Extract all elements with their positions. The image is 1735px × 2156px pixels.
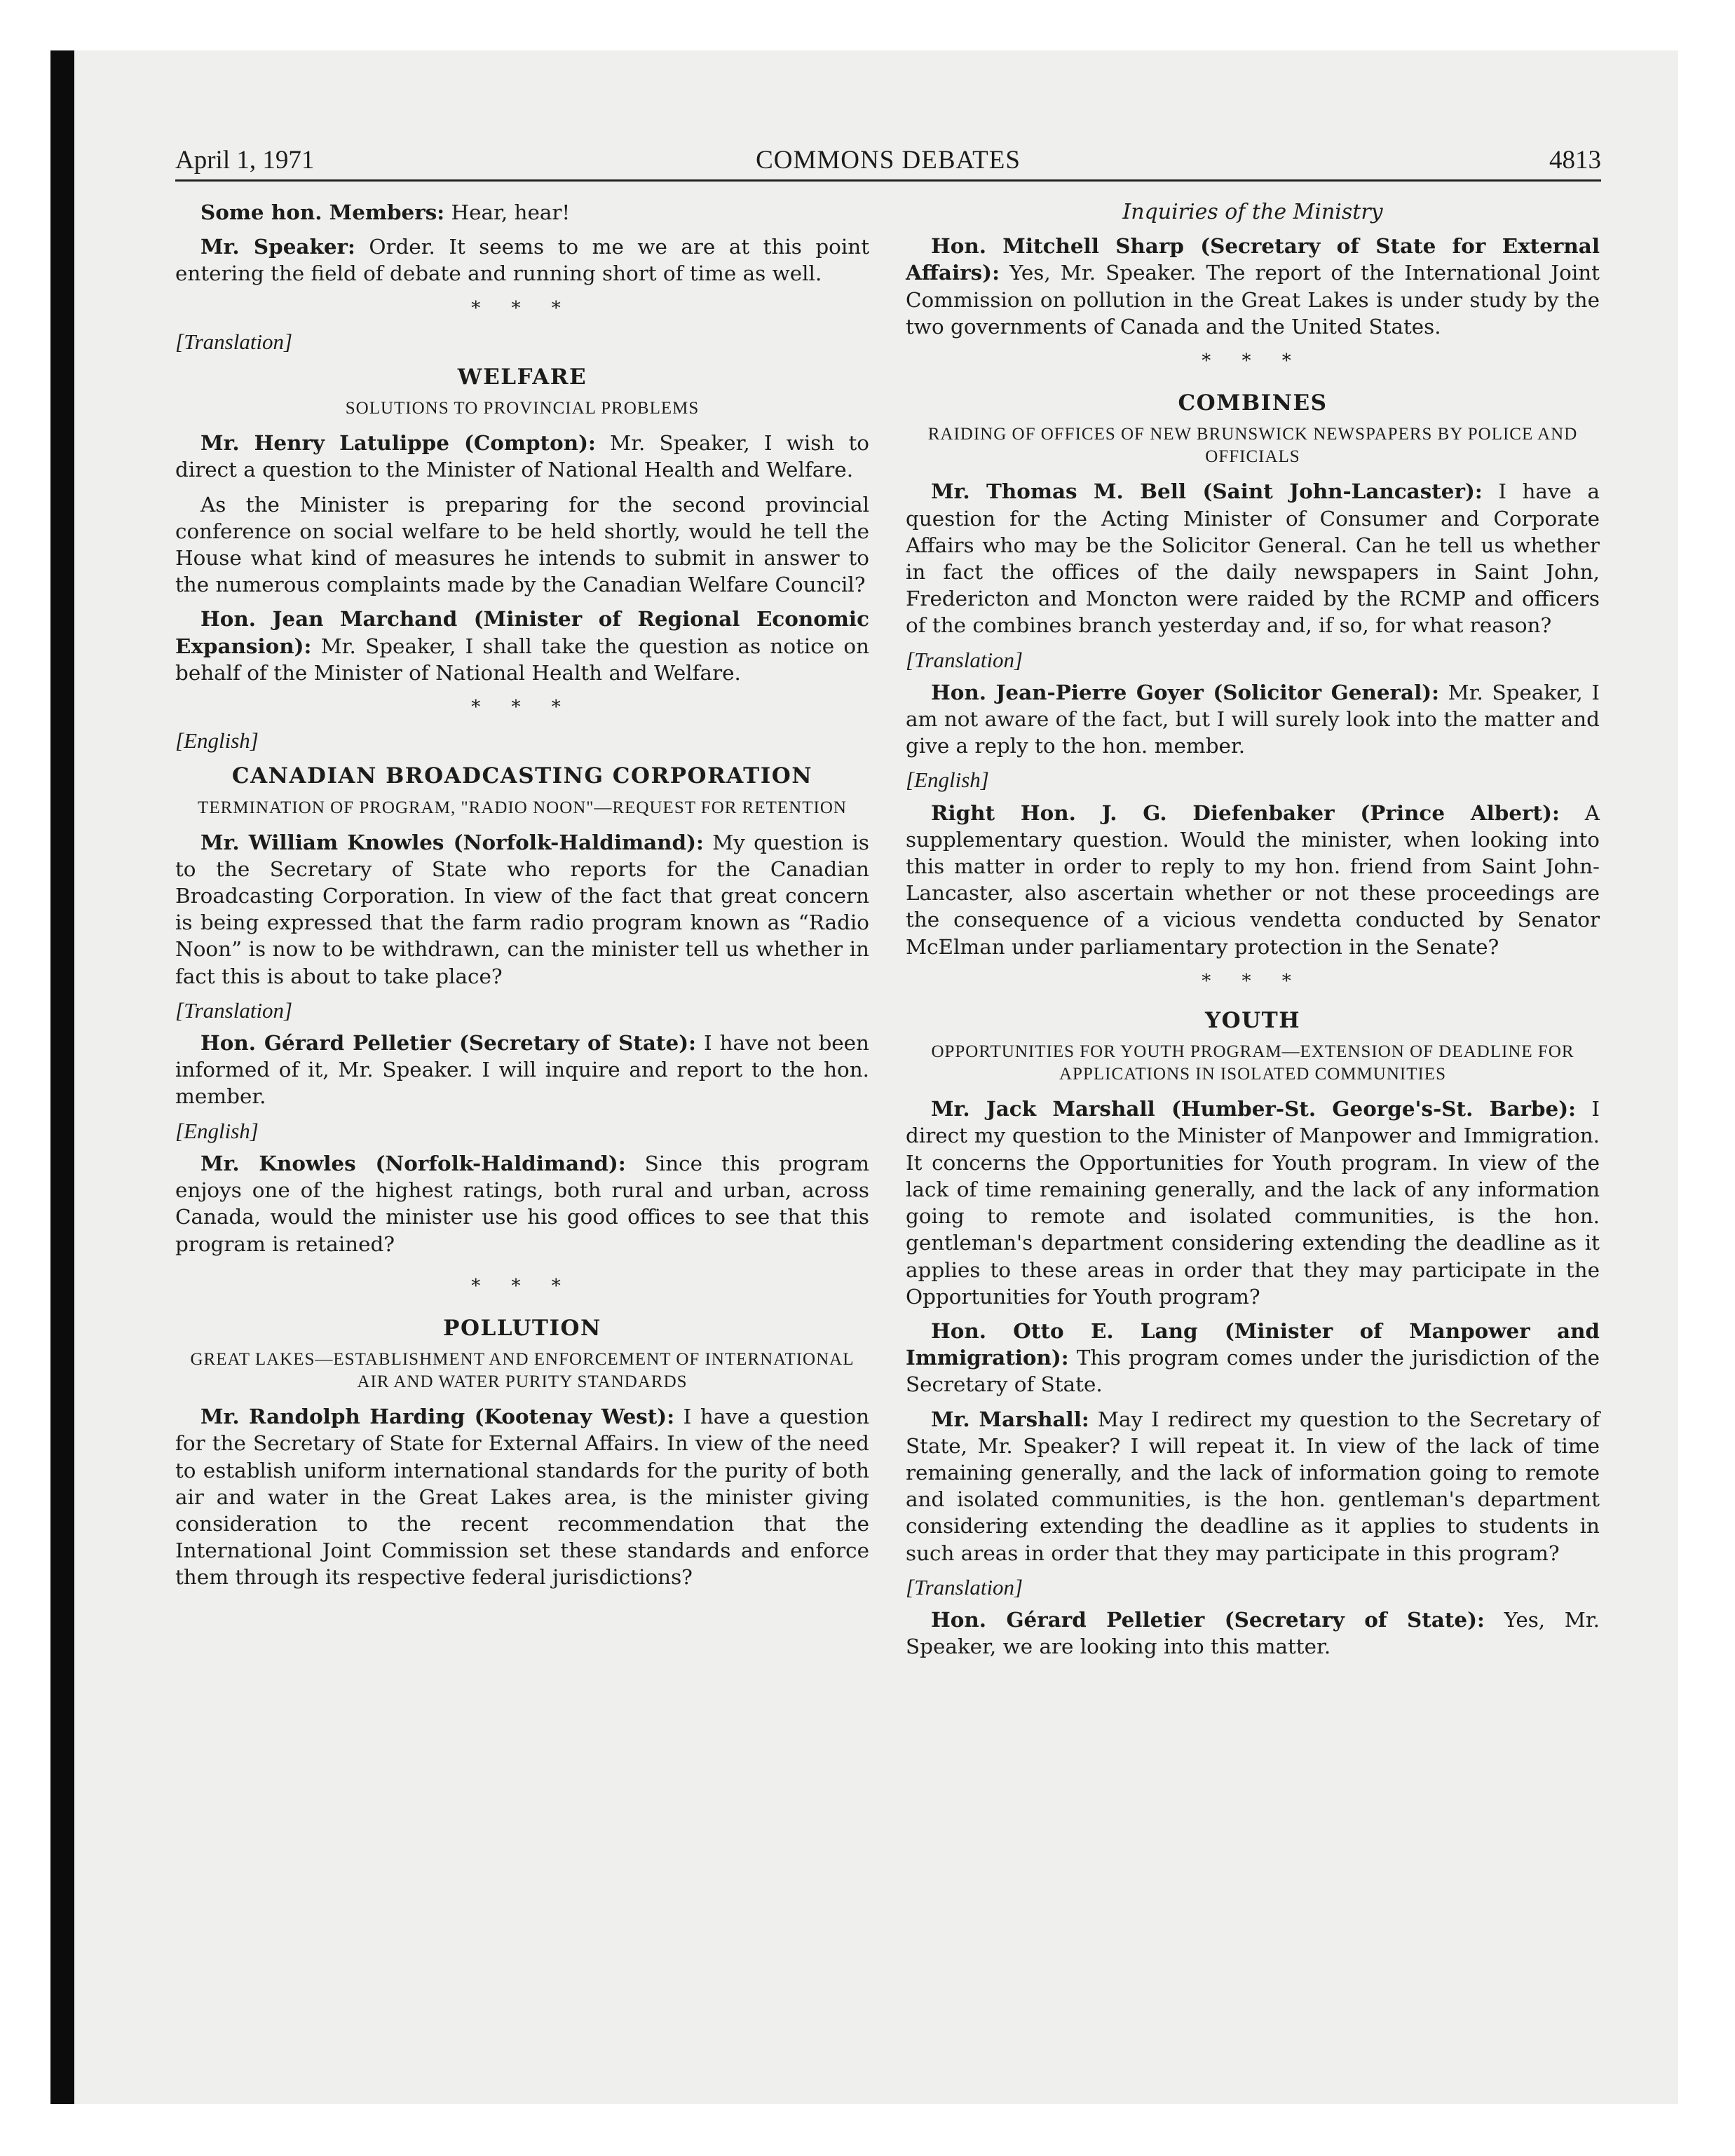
section-separator: * * * — [471, 1275, 573, 1297]
paragraph — [175, 1150, 869, 1257]
speech-text: I direct my question to the Minister of Manpower and Immigration. It concerns the Opportunities for Youth program. In view of the lack of time remaining generally, and the lack of any information going to remote and isolated communities, is the hon. gentleman's department considering extending the deadline as it applies to these areas in order that they may participate in the Opportunities for Youth program? — [906, 1097, 1600, 1309]
speaker-name: Mr. Marshall: — [931, 1406, 1089, 1431]
speaker-name: Mr. William Knowles (Norfolk-Haldimand): — [200, 829, 704, 854]
speaker-name: Some hon. Members: — [200, 200, 445, 224]
running-title: Inquiries of the Ministry — [1122, 200, 1383, 224]
header-page-number: 4813 — [1549, 146, 1601, 175]
speech-text: May I redirect my question to the Secretary of State, Mr. Speaker? I will repeat it. In view of the lack of time remaining generally, and the lack of information going to remote and isolated communities, is the hon. gentleman's department considering extending the deadline as it applies to students in such areas in order that they may participate in this program? — [906, 1407, 1600, 1565]
section-separator: * * * — [1202, 350, 1304, 372]
speech-text: Order. It seems to me we are at this point entering the field of debate and running short of time as well. — [175, 235, 870, 286]
section-subheading: TERMINATION OF PROGRAM, "RADIO NOON"—REQUEST FOR RETENTION — [198, 798, 847, 817]
paragraph — [906, 679, 1600, 760]
speaker-name: Mr. Randolph Harding (Kootenay West): — [200, 1404, 675, 1429]
right-column — [906, 199, 1600, 1667]
section-heading: YOUTH — [1204, 1008, 1301, 1034]
language-marker: [English] — [906, 767, 989, 793]
speech-text: Mr. Speaker, I wish to direct a question to the Minister of National Health and Welfare. — [175, 431, 869, 482]
speaker-name: Right Hon. J. G. Diefenbaker (Prince Albert): — [931, 800, 1560, 825]
section-subheading: RAIDING OF OFFICES OF NEW BRUNSWICK NEWSPAPERS BY POLICE AND OFFICIALS — [927, 425, 1578, 467]
left-column — [175, 199, 869, 1599]
paragraph — [906, 1406, 1600, 1567]
paragraph — [175, 430, 869, 483]
speech-text: Yes, Mr. Speaker. The report of the International Joint Commission on pollution in the Great Lakes is under study by the two governments of Canada and the United States. — [906, 261, 1600, 339]
section-heading: COMBINES — [1178, 390, 1328, 416]
speech-text: I have a question for the Secretary of State for External Affairs. In view of the need to establish uniform international standards for the purity of both air and water in the Great Lakes area, is the minister giving consideration to the recent recommendation that the International Joint Commission set these standards and enforce them through its respective federal jurisdictions? — [175, 1405, 869, 1590]
header-title: COMMONS DEBATES — [756, 146, 1021, 175]
section-separator: * * * — [471, 297, 573, 319]
paragraph — [175, 606, 869, 686]
section-subheading: GREAT LAKES—ESTABLISHMENT AND ENFORCEMENT OF INTERNATIONAL AIR AND WATER PURITY STANDARDS — [190, 1350, 855, 1392]
speaker-name: Hon. Mitchell Sharp (Secretary of State for External Affairs): — [906, 233, 1600, 285]
speaker-name: Hon. Jean-Pierre Goyer (Solicitor General): — [931, 679, 1439, 704]
speaker-name: Hon. Jean Marchand (Minister of Regional Economic Expansion): — [175, 606, 869, 658]
speech-text: I have a question for the Acting Minister of Consumer and Corporate Affairs who may be the Solicitor General. Can he tell us whether in fact the offices of the daily newspapers in Saint John, Fredericton and Moncton were raided by the RCMP and officers of the combines branch yesterday and, if so, for what reason? — [906, 479, 1600, 638]
speaker-name: Mr. Speaker: — [200, 234, 355, 259]
paragraph — [906, 478, 1600, 639]
section-heading: POLLUTION — [443, 1315, 601, 1341]
speech-text: I have not been informed of it, Mr. Speaker. I will inquire and report to the hon. member. — [175, 1031, 869, 1109]
speech-text: Since this program enjoys one of the highest ratings, both rural and urban, across Canada, would the minister use his good offices to see that this program is retained? — [175, 1151, 869, 1256]
section-heading: WELFARE — [457, 364, 587, 390]
section-separator: * * * — [1202, 970, 1304, 992]
paragraph — [906, 233, 1600, 340]
paragraph — [175, 233, 869, 287]
speaker-name: Mr. Thomas M. Bell (Saint John-Lancaster): — [931, 479, 1483, 504]
paragraph — [175, 199, 869, 226]
speaker-name: Hon. Otto E. Lang (Minister of Manpower and Immigration): — [906, 1318, 1600, 1370]
paragraph — [906, 800, 1600, 960]
paragraph: As the Minister is preparing for the second provincial conference on social welfare to be held shortly, would he tell the House what kind of measures he intends to submit in answer to the numerous complaints made by the Canadian Welfare Council? — [175, 492, 869, 597]
paragraph — [175, 829, 869, 990]
section-subheading: SOLUTIONS TO PROVINCIAL PROBLEMS — [345, 399, 700, 418]
section-heading: CANADIAN BROADCASTING CORPORATION — [231, 763, 813, 789]
section-separator: * * * — [471, 697, 573, 718]
paragraph — [175, 1030, 869, 1110]
speaker-name: Mr. Jack Marshall (Humber-St. George's-St. Barbe): — [931, 1096, 1576, 1121]
speaker-name: Mr. Henry Latulippe (Compton): — [200, 430, 596, 456]
language-marker: [English] — [175, 1118, 259, 1143]
speech-text: Mr. Speaker, I shall take the question as notice on behalf of the Minister of National Health and Welfare. — [175, 634, 869, 685]
language-marker: [Translation] — [175, 997, 293, 1023]
language-marker: [English] — [175, 728, 259, 753]
language-marker: [Translation] — [906, 647, 1023, 672]
section-subheading: OPPORTUNITIES FOR YOUTH PROGRAM—EXTENSION OF DEADLINE FOR APPLICATIONS IN ISOLATED COMMUNITIES — [931, 1042, 1574, 1084]
binding-edge — [50, 50, 74, 2104]
language-marker: [Translation] — [175, 329, 293, 354]
speech-text: Mr. Speaker, I am not aware of the fact, but I will surely look into the matter and give a reply to the hon. member. — [906, 680, 1600, 758]
speech-text: My question is to the Secretary of State who reports for the Canadian Broadcasting Corporation. In view of the fact that great concern is being expressed that the farm radio program known as “Radio Noon” is now to be withdrawn, can the minister tell us whether in fact this is about to take place? — [175, 830, 869, 988]
language-marker: [Translation] — [906, 1574, 1023, 1599]
speaker-name: Hon. Gérard Pelletier (Secretary of State): — [931, 1606, 1485, 1632]
paragraph — [906, 1096, 1600, 1310]
paragraph — [175, 1403, 869, 1590]
speech-text: A supplementary question. Would the minister, when looking into this matter in order to reply to my hon. friend from Saint John-Lancaster, also ascertain whether or not these proceedings are the consequence of a vicious vendetta conducted by Senator McElman under parliamentary protection in the Senate? — [906, 800, 1600, 959]
speech-text: This program comes under the jurisdiction of the Secretary of State. — [906, 1346, 1600, 1397]
header-date: April 1, 1971 — [175, 146, 315, 175]
speech-text: Yes, Mr. Speaker, we are looking into this matter. — [906, 1607, 1600, 1659]
speaker-name: Hon. Gérard Pelletier (Secretary of State): — [200, 1030, 696, 1056]
speaker-name: Mr. Knowles (Norfolk-Haldimand): — [200, 1150, 626, 1175]
paragraph — [906, 1318, 1600, 1398]
speech-text: Hear, hear! — [444, 200, 571, 224]
paragraph — [906, 1606, 1600, 1660]
page-header — [175, 137, 1601, 182]
